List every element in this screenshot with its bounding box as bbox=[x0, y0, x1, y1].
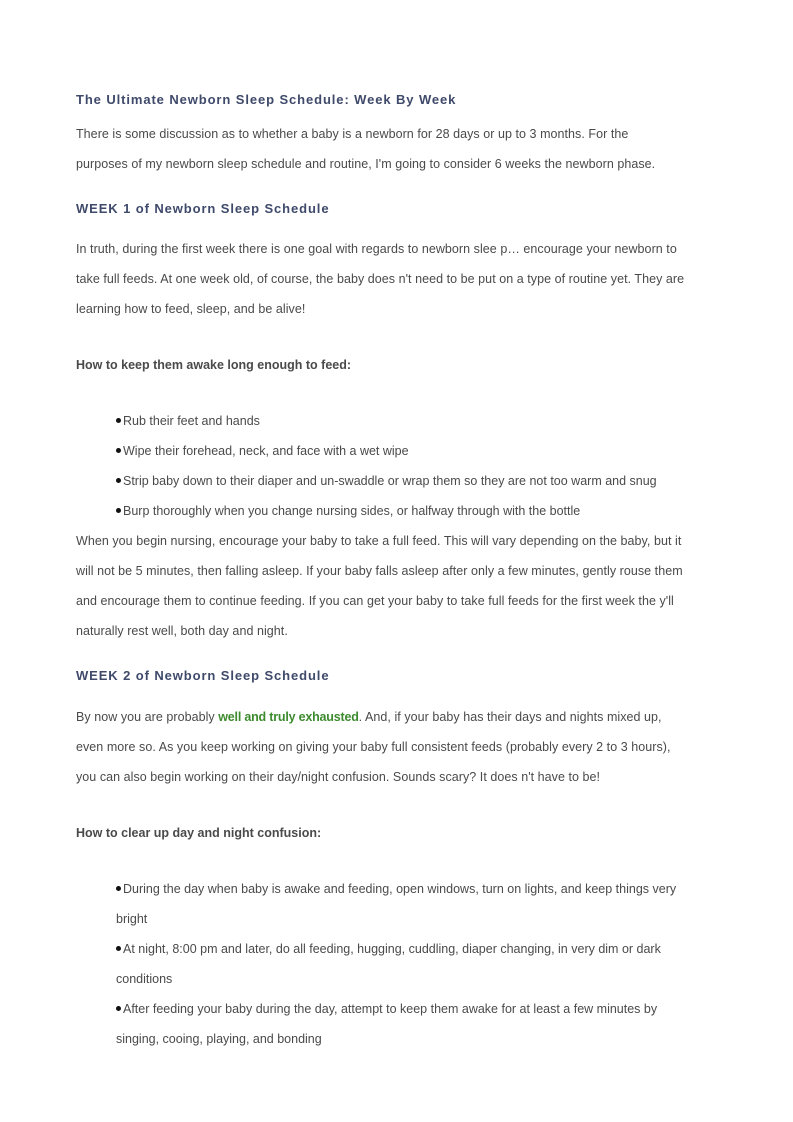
week1-paragraph2-line-1: When you begin nursing, encourage your baby to take a full feed. This will vary depending on the baby, but it bbox=[76, 534, 682, 548]
bullet-dot-icon bbox=[116, 886, 121, 891]
week2-bullet-item: At night, 8:00 pm and later, do all feeding, hugging, cuddling, diaper changing, in very dim or dark bbox=[116, 942, 661, 956]
week2-bullet-continuation: bright bbox=[116, 912, 148, 926]
week2-bullet-continuation: singing, cooing, playing, and bonding bbox=[116, 1032, 322, 1046]
week1-bullet-item: Strip baby down to their diaper and un-swaddle or wrap them so they are not too warm and snug bbox=[116, 474, 657, 488]
intro-line-1: There is some discussion as to whether a baby is a newborn for 28 days or up to 3 months. For the bbox=[76, 127, 629, 141]
week1-paragraph2-line-2: will not be 5 minutes, then falling asleep. If your baby falls asleep after only a few minutes, gently rouse them bbox=[76, 564, 683, 578]
week1-subheading: How to keep them awake long enough to feed: bbox=[76, 358, 352, 372]
week1-bullet-item: Rub their feet and hands bbox=[116, 414, 260, 428]
week1-paragraph-line-1: In truth, during the first week there is one goal with regards to newborn slee p… encourage your newborn to bbox=[76, 242, 677, 256]
bullet-dot-icon bbox=[116, 478, 121, 483]
week2-bullet-item: After feeding your baby during the day, attempt to keep them awake for at least a few minutes by bbox=[116, 1002, 657, 1016]
week1-bullet-item: Burp thoroughly when you change nursing sides, or halfway through with the bottle bbox=[116, 504, 580, 518]
week1-paragraph-line-2: take full feeds. At one week old, of course, the baby does n't need to be put on a type of routine yet. They are bbox=[76, 272, 685, 286]
week1-bullet-item: Wipe their forehead, neck, and face with a wet wipe bbox=[116, 444, 409, 458]
bullet-dot-icon bbox=[116, 448, 121, 453]
bullet-dot-icon bbox=[116, 1006, 121, 1011]
week2-paragraph-line-3: you can also begin working on their day/night confusion. Sounds scary? It does n't have to be! bbox=[76, 770, 601, 784]
week2-paragraph-line-1: By now you are probably well and truly exhausted. And, if your baby has their days and nights mixed up, bbox=[76, 710, 662, 724]
intro-line-2: purposes of my newborn sleep schedule and routine, I'm going to consider 6 weeks the newborn phase. bbox=[76, 157, 656, 171]
document-title: The Ultimate Newborn Sleep Schedule: Week By Week bbox=[76, 92, 457, 107]
week2-bullet-continuation: conditions bbox=[116, 972, 173, 986]
exhausted-link[interactable]: well and truly exhausted bbox=[218, 710, 359, 724]
week2-heading: WEEK 2 of Newborn Sleep Schedule bbox=[76, 668, 330, 683]
week1-paragraph2-line-4: naturally rest well, both day and night. bbox=[76, 624, 288, 638]
week1-paragraph-line-3: learning how to feed, sleep, and be alive! bbox=[76, 302, 306, 316]
bullet-dot-icon bbox=[116, 946, 121, 951]
week1-paragraph2-line-3: and encourage them to continue feeding. If you can get your baby to take full feeds for the first week the y'll bbox=[76, 594, 674, 608]
week2-paragraph-line-2: even more so. As you keep working on giving your baby full consistent feeds (probably every 2 to 3 hours), bbox=[76, 740, 671, 754]
bullet-dot-icon bbox=[116, 418, 121, 423]
week2-subheading: How to clear up day and night confusion: bbox=[76, 826, 322, 840]
week1-heading: WEEK 1 of Newborn Sleep Schedule bbox=[76, 201, 330, 216]
week2-bullet-item: During the day when baby is awake and feeding, open windows, turn on lights, and keep things very bbox=[116, 882, 676, 896]
bullet-dot-icon bbox=[116, 508, 121, 513]
